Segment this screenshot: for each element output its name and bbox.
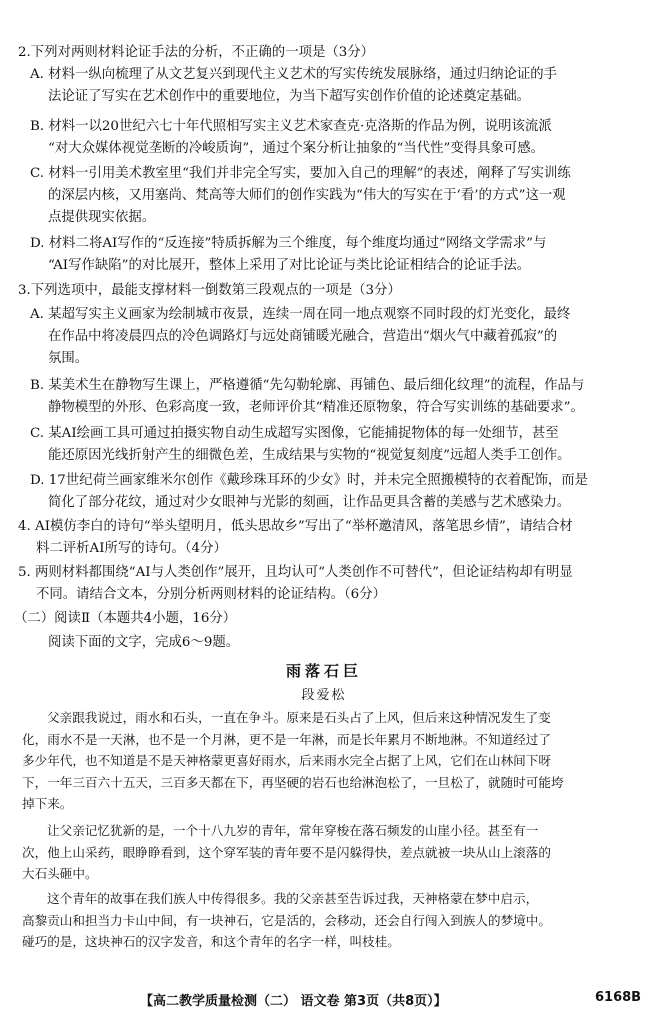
article-line: 这个青年的故事在我们族人中传得很多。我的父亲甚至告诉过我，天神格蒙在梦中启示， — [47, 891, 539, 906]
option-line: 静物模型的外形、色彩高度一致，老师评价其“精准还原物象，符合写实训练的基础要求”。 — [48, 400, 584, 415]
option-line: 点提供现实依据。 — [48, 210, 156, 225]
article-line: 碰巧的是，这块神石的汉字发音，和这个青年的名字一样，叫枝桂。 — [22, 934, 400, 949]
option-line: C. 某AI绘画工具可通过拍摄实物自动生成超写实图像，它能捕捉物体的每一处细节，甚至 — [30, 426, 559, 441]
option-line: 的深层内核，又用塞尚、梵高等大师们的创作实践为“伟大的写实在于‘看’的方式”这一观 — [48, 188, 566, 203]
article-line: 大石头砸中。 — [22, 866, 98, 881]
question-3-option-d — [30, 470, 642, 514]
question-2-option-b — [30, 116, 642, 160]
question-3-option-a — [30, 304, 642, 370]
question-4 — [18, 516, 640, 560]
option-line: A. 材料一纵向梳理了从文艺复兴到现代主义艺术的写实传统发展脉络，通过归纳论证的手 — [30, 67, 558, 82]
option-line: D. 材料二将AI写作的“反连接”特质拆解为三个维度，每个维度均通过“网络文学需求”与 — [30, 236, 547, 251]
section-instruction: 阅读下面的文字，完成6～9题。 — [48, 635, 240, 650]
article-title: 雨落石巨 — [285, 662, 362, 680]
question-2-option-c — [30, 163, 642, 229]
article-line: 次，他上山采药，眼睁睁看到，这个穿军装的青年要不是闪躲得快，差点就被一块从山上滚落的 — [22, 844, 551, 860]
question-5 — [18, 562, 640, 606]
option-line: D. 17世纪荷兰画家维米尔创作《戴珍珠耳环的少女》时，并未完全照搬模特的衣着配饰，而是 — [30, 473, 589, 488]
option-line: C. 材料一引用美术教室里“我们并非完全写实，要加入自己的理解”的表述，阐释了写实训练 — [30, 166, 571, 181]
option-line: 法论证了写实在艺术创作中的重要地位，为当下超写实创作价值的论述奠定基础。 — [48, 89, 531, 104]
option-line: B. 某美术生在静物写生课上，严格遵循“先勾勒轮廓、再铺色、最后细化纹理”的流程，作品与 — [30, 378, 585, 393]
article-line: 父亲跟我说过，雨水和石头，一直在争斗。原来是石头占了上风，但后来这种情况发生了变 — [47, 710, 551, 725]
footer-exam-code: 6168B — [595, 990, 642, 1005]
question-line: 料二评析AI所写的诗句。（4分） — [36, 541, 227, 556]
option-line: 氛围。 — [48, 351, 89, 366]
question-2-option-d — [30, 233, 642, 277]
option-line: 在作品中将凌晨四点的冷色调路灯与远处商铺暖光融合，营造出“烟火气中藏着孤寂”的 — [48, 329, 558, 344]
article-paragraph-3 — [22, 888, 636, 953]
article-line: 高黎贡山和担当力卡山中间，有一块神石，它是活的，会移动，还会自行闯入到族人的梦境中。 — [22, 912, 551, 928]
question-2-option-a — [30, 64, 642, 108]
article-line: 下，一年三百六十五天，三百多天都在下，再坚硬的岩石也给淋泡松了，一旦松了，就随时可能垮 — [22, 774, 564, 790]
question-3-stem: 3.下列选项中，最能支撑材料一倒数第三段观点的一项是（3分） — [18, 283, 401, 298]
question-line: 4. AI模仿李白的诗句“举头望明月，低头思故乡”写出了“举杯邀清风，落笔思乡情”，请结合材 — [18, 519, 573, 534]
section-heading: （二）阅读Ⅱ（本题共4小题，16分） — [14, 611, 237, 626]
article-paragraph-1 — [22, 707, 636, 815]
footer-page-info: 【高二教学质量检测（二） 语文卷 第3页（共8页）】 — [140, 994, 447, 1009]
article-author: 段爱松 — [301, 688, 347, 703]
option-line: 简化了部分花纹，通过对少女眼神与光影的刻画，让作品更具含蓄的美感与艺术感染力。 — [48, 495, 571, 510]
article-line: 化，雨水不是一天淋，也不是一个月淋，更不是一年淋，而是长年累月不断地淋。不知道经过了 — [22, 731, 551, 747]
option-line: “AI写作缺陷”的对比展开，整体上采用了对比论证与类比论证相结合的论证手法。 — [48, 258, 531, 273]
option-line: “对大众媒体视觉垄断的冷峻质询”，通过个案分析让抽象的“当代性”变得具象可感。 — [48, 141, 545, 156]
article-paragraph-2 — [22, 820, 636, 885]
option-line: A. 某超写实主义画家为绘制城市夜景，连续一周在同一地点观察不同时段的灯光变化，最终 — [30, 307, 571, 322]
question-line: 不同。请结合文本，分别分析两则材料的论证结构。（6分） — [36, 587, 386, 602]
question-3-option-b — [30, 375, 642, 419]
question-3-option-c — [30, 423, 642, 467]
article-line: 多少年代，也不知道是不是天神格蒙更喜好雨水，后来雨水完全占据了上风，它们在山林间下呀 — [22, 753, 551, 768]
option-line: B. 材料一以20世纪六七十年代照相写实主义艺术家查克·克洛斯的作品为例，说明该流派 — [30, 119, 552, 134]
question-2-stem: 2.下列对两则材料论证手法的分析，不正确的一项是（3分） — [18, 45, 375, 60]
question-line: 5. 两则材料都围绕“AI与人类创作”展开，且均认可“人类创作不可替代”，但论证结构却有明显 — [18, 565, 573, 580]
article-line: 让父亲记忆犹新的是，一个十八九岁的青年，常年穿梭在落石频发的山崖小径。甚至有一 — [47, 823, 539, 838]
option-line: 能还原因光线折射产生的细微色差，生成结果与实物的“视觉复刻度”远超人类手工创作。 — [48, 448, 571, 463]
article-line: 掉下来。 — [22, 796, 73, 811]
